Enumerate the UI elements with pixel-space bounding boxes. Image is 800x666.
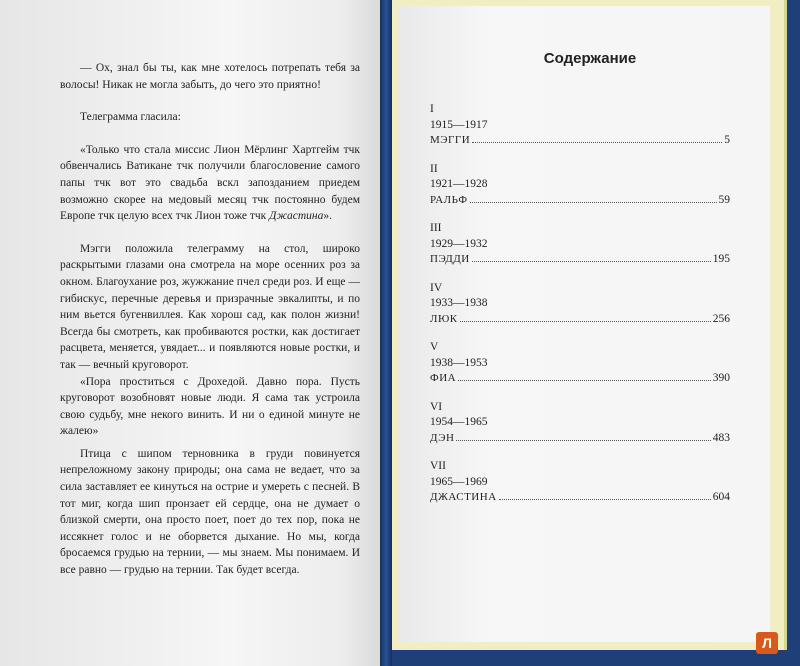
toc-chapter-name: ЛЮК bbox=[430, 312, 458, 325]
toc-entry bbox=[430, 102, 730, 149]
paragraph: «Пора проститься с Дрохедой. Давно пора. Пусть круговорот возобновят новые люди. Я сама так устроила свою судьбу, мне некого винить. И ни о единой минуте не жалею» bbox=[60, 375, 360, 438]
toc-leader bbox=[499, 499, 711, 500]
toc-years: 1965—1969 bbox=[430, 475, 488, 488]
toc-page-number: 604 bbox=[712, 491, 730, 503]
toc-entry bbox=[430, 162, 730, 209]
toc-years: 1915—1917 bbox=[430, 118, 488, 131]
toc-page-number: 5 bbox=[724, 134, 730, 146]
left-page-text bbox=[60, 60, 360, 579]
toc-page-number: 390 bbox=[712, 372, 730, 384]
toc-page-number: 483 bbox=[712, 431, 730, 444]
toc-chapter-name: ДЖАСТИНА bbox=[430, 491, 497, 503]
paragraph: Мэгги положила телеграмму на стол, широко раскрытыми глазами она смотрела на море осенних роз за окном. Благоухание роз, жужжание пчел среди роз. И еще — гибискус, перечные деревья и призрачные эвкалипты, и по ним вьется бугенвиллея. Как хорош сад, как полон жизни! Всегда бы смотреть, как пробиваются ростки, как достигает расцвета, меняется, увядает... и появляются новые ростки, и так — вечный круговорот. bbox=[60, 242, 360, 371]
toc-part-number: VII bbox=[430, 460, 446, 472]
book-spine bbox=[380, 0, 392, 666]
toc-part-number: III bbox=[430, 222, 442, 234]
toc-page-number: 195 bbox=[712, 253, 730, 265]
toc-chapter-name: ПЭДДИ bbox=[430, 253, 470, 265]
toc-years: 1954—1965 bbox=[430, 416, 488, 428]
toc-entry bbox=[430, 221, 730, 268]
toc-page-number: 256 bbox=[712, 312, 730, 325]
paragraph: Птица с шипом терновника в груди повинуется непреложному закону природы; она сама не ведает, что за сила заставляет ее кинуться на острие и умереть с песней. В тот миг, когда шип пронзает ей сердце, она не думает о близкой смерти, она просто поет, поет до тех пор, пока не иссякнет голос и не оборвется дыхание. Но мы, когда бросаемся грудью на тернии, — мы знаем. Мы понимаем. И все равно — грудью на тернии. Так будет всегда. bbox=[60, 447, 360, 577]
toc-years: 1929—1932 bbox=[430, 237, 488, 250]
toc-part-number: II bbox=[430, 162, 438, 175]
table-of-contents bbox=[430, 102, 730, 519]
toc-chapter-name: РАЛЬФ bbox=[430, 193, 468, 206]
toc-entry bbox=[430, 400, 730, 447]
toc-years: 1938—1953 bbox=[430, 356, 488, 369]
toc-chapter-name: МЭГГИ bbox=[430, 134, 471, 146]
toc-page-number: 59 bbox=[718, 193, 730, 206]
telegram-signature: Джастина bbox=[269, 210, 324, 223]
toc-leader bbox=[470, 202, 717, 203]
toc-title: Содержание bbox=[543, 50, 637, 67]
toc-years: 1921—1928 bbox=[430, 178, 488, 190]
toc-leader bbox=[458, 380, 711, 381]
telegram-end: ». bbox=[323, 210, 333, 223]
toc-part-number: IV bbox=[430, 281, 443, 294]
toc-leader bbox=[460, 321, 711, 322]
toc-years: 1933—1938 bbox=[430, 297, 488, 309]
toc-chapter-name: ДЭН bbox=[430, 431, 455, 444]
toc-leader bbox=[472, 142, 722, 143]
paragraph: — Ох, знал бы ты, как мне хотелось потрепать тебя за волосы! Никак не могла забыть, до чего это приятно! bbox=[60, 62, 360, 91]
paragraph: Телеграмма гласила: bbox=[80, 111, 181, 124]
toc-entry bbox=[430, 340, 730, 387]
toc-leader bbox=[472, 261, 711, 262]
toc-leader bbox=[456, 440, 710, 441]
toc-entry bbox=[430, 281, 730, 328]
labirint-logo-icon: Л bbox=[756, 632, 778, 654]
toc-chapter-name: ФИА bbox=[430, 372, 457, 384]
toc-part-number: VI bbox=[430, 400, 443, 413]
telegram-text: «Только что стала миссис Лион Мёрлинг Хартгейм тчк обвенчались Ватикане тчк получили благословение самого папы тчк вот это свадьба вскл запозданием приедем возможно скорее на медовый месяц тчк постоянно будем Европе тчк целую всех тчк Лион тоже тчк bbox=[60, 143, 360, 223]
toc-part-number: I bbox=[430, 103, 434, 115]
telegram-paragraph bbox=[60, 142, 360, 225]
toc-entry bbox=[430, 459, 730, 506]
toc-part-number: V bbox=[430, 341, 439, 353]
